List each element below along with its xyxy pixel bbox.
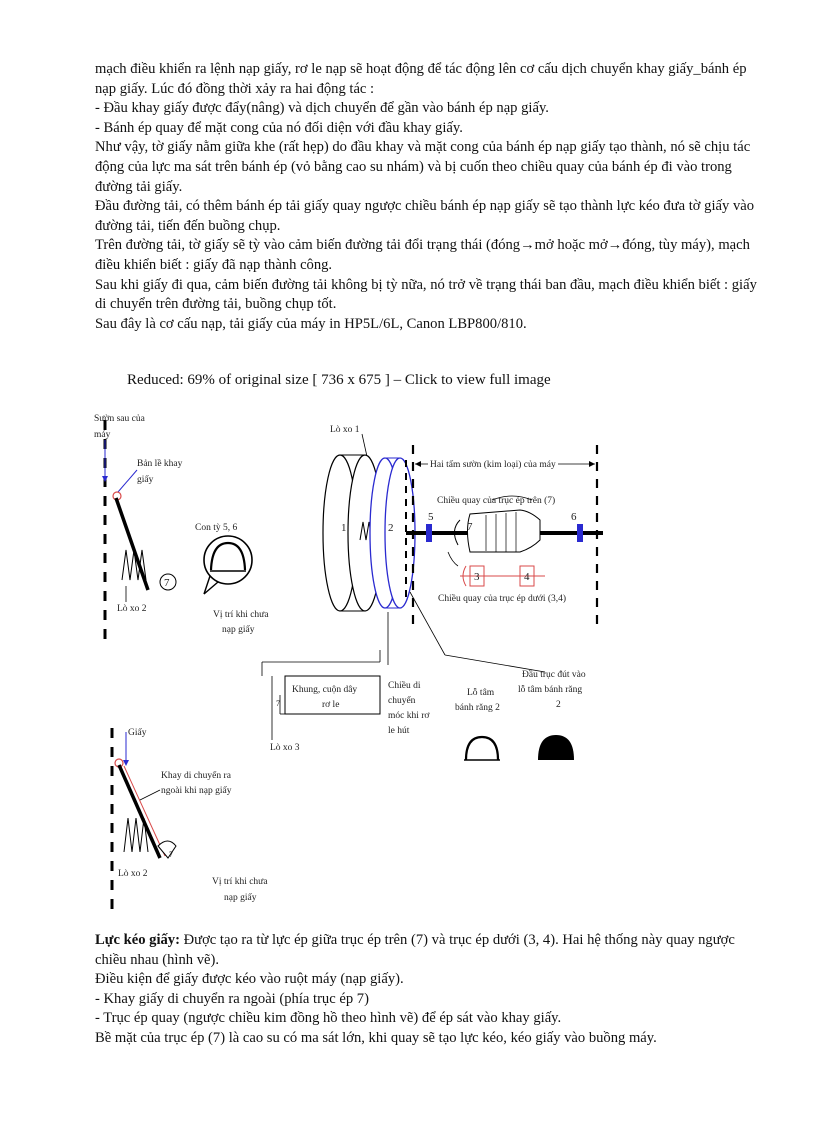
label-hinge: Bản lề khay [137,459,183,469]
paper-tray-line [116,498,148,590]
label-spring-1: Lò xo 1 [330,425,360,435]
label-move-dir-4: le hút [388,726,410,736]
shaft-end-shape [538,735,574,760]
label-rear-frame: Sườn sau của [94,414,145,424]
label-n7: 7 [164,577,170,589]
label-n6: 6 [571,511,577,523]
label-move-dir-1: Chiều di [388,681,421,691]
stopper-5 [426,524,432,542]
label-n5: 5 [428,511,434,523]
label-paper: Giấy [128,728,147,738]
label-rear-frame-2: máy [94,430,111,440]
pressure-roller-7 [468,510,541,552]
label-hook: 7 [276,699,280,708]
label-frame-plates: Hai tấm sườn (kim loại) của máy [430,460,556,470]
label-relay-1: Khung, cuộn dây [292,685,358,695]
paragraph: Sau khi giấy đi qua, cảm biến đường tải không bị tỳ nữa, nó trở về trạng thái ban đầu, mạch điều khiển biết : giấy di chuyển trên đường tải, buồng chụp tốt. [95,276,757,313]
paper-sheet [124,766,165,856]
label-gear-hole-1: Lỗ tâm [467,688,495,698]
paragraph: Đầu đường tải, có thêm bánh ép tải giấy quay ngược chiều bánh ép nạp giấy sẽ tạo thành lực kéo đưa tờ giấy vào đường tải, tiến đến buồng chụp. [95,198,755,234]
label-n3: 3 [474,571,480,583]
label-spring-3: Lò xo 3 [270,743,300,753]
gear-hole-shape [466,737,498,760]
label-shaft-end-1: Đầu trục đút vào [522,670,586,680]
paragraph [95,931,765,970]
stopper-6 [577,524,583,542]
paragraph-rest: Được tạo ra từ lực ép giữa trục ép trên (7) và trục ép dưới (3, 4). Hai hệ thống này quay ngược chiều nhau (hình vẽ). [95,932,735,968]
label-move-dir-2: chuyển [388,696,416,706]
label-position-feed-2: nạp giấy [224,893,257,903]
label-position-before-2: nạp giấy [222,625,255,635]
label-move-dir-3: móc khi rơ [388,711,430,721]
label-n4: 4 [524,571,530,583]
label-position-feed-1: Vị trí khi chưa [212,877,268,887]
paragraph: Điều kiện để giấy được kéo vào ruột máy (nạp giấy). [95,971,404,988]
label-n7-bottom: 7 [169,850,173,859]
label-position-before-1: Vị trí khi chưa [213,610,269,620]
paragraph: Như vậy, tờ giấy nằm giữa khe (rất hẹp) do đầu khay và mặt cong của bánh ép nạp giấy tạo thành, nó sẽ chịu tác động của lực ma sát trên bánh ép (vỏ bằng cao su nhám) và bị cuốn theo chiều quay của bánh ép đi vào trong đường tải giấy. [95,139,751,195]
label-gear-hole-2: bánh răng 2 [455,703,500,713]
label-shaft-end-2: lỗ tâm bánh răng [518,685,583,695]
paragraph: mạch điều khiển ra lệnh nạp giấy, rơ le nạp sẽ hoạt động để tác động lên cơ cấu dịch chuyển khay giấy_bánh ép nạp giấy. Lúc đó đồng thời xảy ra hai động tác : [95,61,747,97]
label-relay-2: rơ le [322,700,340,710]
paper-feed-diagram[interactable] [0,400,816,920]
label-spring-2-top: Lò xo 2 [117,604,147,614]
spring-2b-icon [124,818,148,852]
bold-heading: Lực kéo giấy: [95,932,180,948]
label-lower-rotation: Chiều quay của trục ép dưới (3,4) [438,594,567,604]
paragraph: Bề mặt của trục ép (7) là cao su có ma sát lớn, khi quay sẽ tạo lực kéo, kéo giấy vào buồng máy. [95,1029,657,1046]
paragraph: - Đầu khay giấy được đẩy(nâng) và dịch chuyển để gần vào bánh ép nạp giấy. [95,100,549,117]
paragraph: - Bánh ép quay để mặt cong của nó đối diện với đầu khay giấy. [95,119,463,136]
label-spring-2-bottom: Lò xo 2 [118,869,148,879]
paragraph: - Trục ép quay (ngược chiều kim đồng hồ theo hình vẽ) để ép sát vào khay giấy. [95,1010,562,1027]
label-stopper: Con tỳ 5, 6 [195,523,238,533]
explanation-text [95,931,765,1049]
paragraph: Sau đây là cơ cấu nạp, tải giấy của máy in HP5L/6L, Canon LBP800/810. [95,315,527,332]
intro-text [95,60,765,334]
paragraph: - Khay giấy di chuyển ra ngoài (phía trục ép 7) [95,990,369,1007]
label-upper-rotation: Chiều quay của trục ép trên (7) [437,496,556,506]
label-tray-moves-1: Khay di chuyển ra [161,771,231,781]
label-n2: 2 [388,522,394,534]
image-caption-link[interactable]: Reduced: 69% of original size [ 736 x 675 ] – Click to view full image [127,372,551,388]
label-n7-roller: 7 [467,521,473,533]
label-hinge-2: giấy [137,475,154,485]
label-n1: 1 [341,522,347,534]
paragraph: Trên đường tải, tờ giấy sẽ tỳ vào cảm biến đường tải đổi trạng thái (đóng→mở hoặc mở→đóng, tùy máy), mạch điều khiển biết : giấy đã nạp thành công. [95,237,750,273]
label-tray-moves-2: ngoài khi nạp giấy [161,786,232,796]
label-shaft-end-3: 2 [556,700,561,710]
